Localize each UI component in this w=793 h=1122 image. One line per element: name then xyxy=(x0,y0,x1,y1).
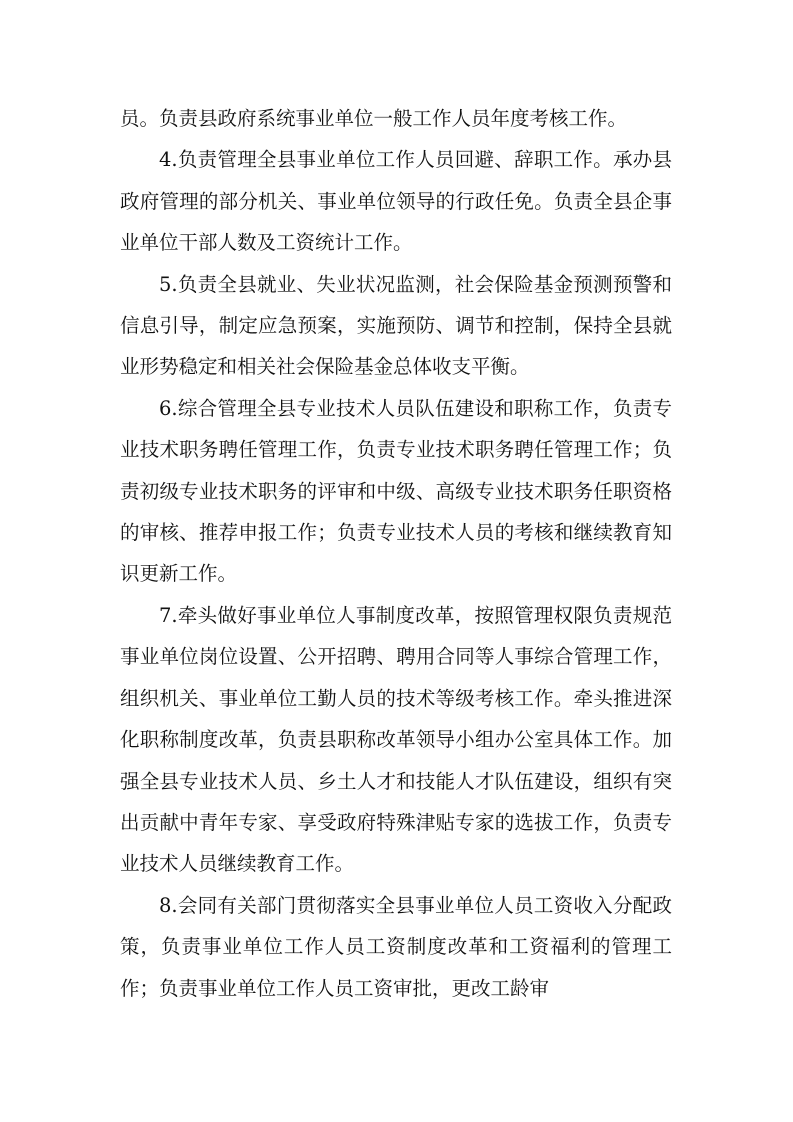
paragraph-item-4: 4.负责管理全县事业单位工作人员回避、辞职工作。承办县政府管理的部分机关、事业单位领导的行政任免。负责全县企事业单位干部人数及工资统计工作。 xyxy=(120,148,672,255)
paragraph-item-5: 5.负责全县就业、失业状况监测，社会保险基金预测预警和信息引导，制定应急预案，实施预防、调节和控制，保持全县就业形势稳定和相关社会保险基金总体收支平衡。 xyxy=(120,272,672,379)
paragraph-item-7: 7.牵头做好事业单位人事制度改革，按照管理权限负责规范事业单位岗位设置、公开招聘、聘用合同等人事综合管理工作，组织机关、事业单位工勤人员的技术等级考核工作。牵头推进深化职称制度改革，负责县职称改革领导小组办公室具体工作。加强全县专业技术人员、乡土人才和技能人才队伍建设，组织有突出贡献中青年专家、享受政府特殊津贴专家的选拔工作，负责专业技术人员继续教育工作。 xyxy=(120,603,672,876)
paragraph-item-6: 6.综合管理全县专业技术人员队伍建设和职称工作，负责专业技术职务聘任管理工作，负责专业技术职务聘任管理工作；负责初级专业技术职务的评审和中级、高级专业技术职务任职资格的审核、推荐申报工作；负责专业技术人员的考核和继续教育知识更新工作。 xyxy=(120,396,672,586)
document-page xyxy=(120,98,672,1009)
paragraph-continuation: 员。负责县政府系统事业单位一般工作人员年度考核工作。 xyxy=(120,107,628,130)
paragraph-item-8: 8.会同有关部门贯彻落实全县事业单位人员工资收入分配政策，负责事业单位工作人员工资制度改革和工资福利的管理工作；负责事业单位工作人员工资审批，更改工龄审 xyxy=(120,893,672,1000)
